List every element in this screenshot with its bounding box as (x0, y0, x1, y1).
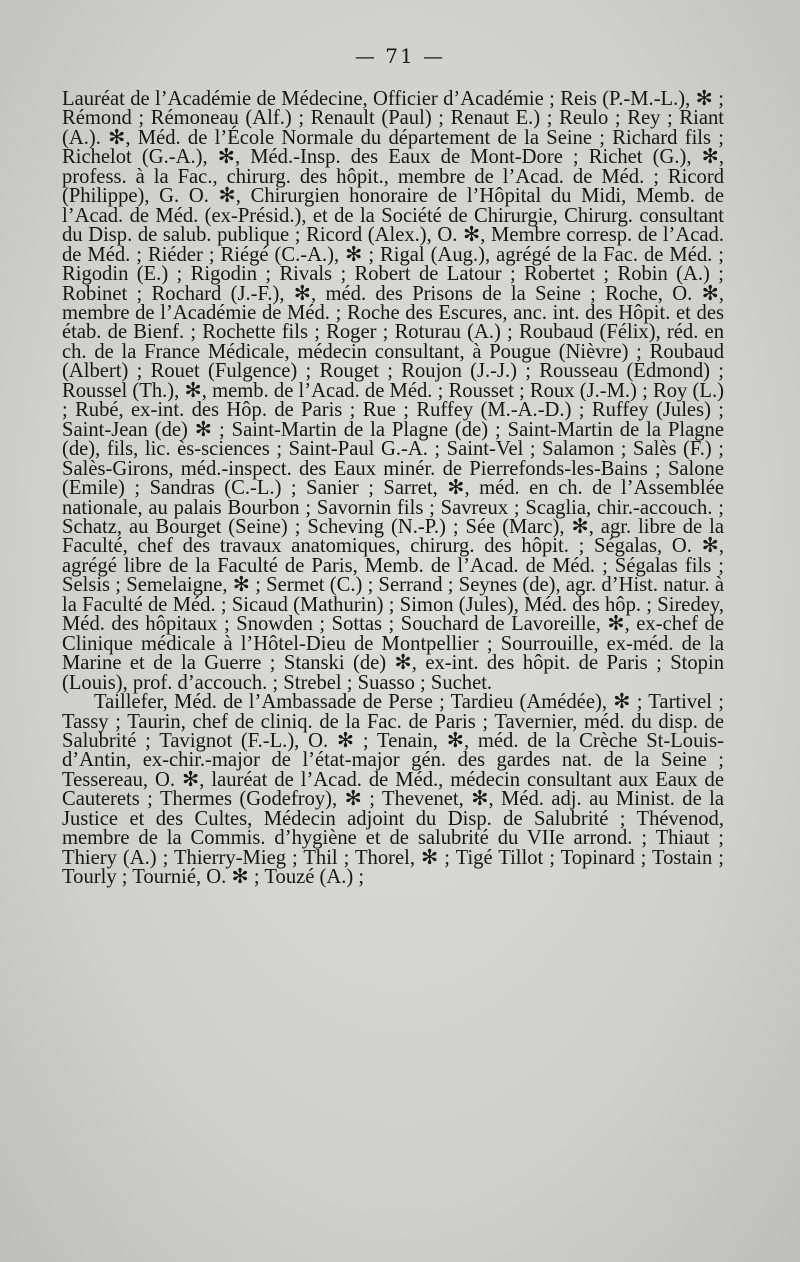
paragraph-t: Taillefer, Méd. de l’Ambassade de Perse ; Tardieu (Amédée), ✻ ; Tartivel ; Tassy ; Taurin, chef de cliniq. de la Fac. de Paris ; Tavernier, méd. du disp. de Salubrité ; Tavignot (F.-L.), O. ✻ ; Tenain, ✻, méd. de la Crèche St-Louis-d’Antin, ex-chir.-major de l’état-major gén. des gardes nat. de la Seine ; Tessereau, O. ✻, lauréat de l’Acad. de Méd., médecin consultant aux Eaux de Cauterets ; Thermes (Godefroy), ✻ ; Thevenet, ✻, Méd. adj. au Minist. de la Justice et des Cultes, Médecin adjoint du Disp. de Salubrité ; Thévenod, membre de la Commis. d’hygiène et de salubrité du VIIe arrond. ; Thiaut ; Thiery (A.) ; Thierry-Mieg ; Thil ; Thorel, ✻ ; Tigé Tillot ; Topinard ; Tostain ; Tourly ; Tournié, O. ✻ ; Touzé (A.) ; (62, 691, 724, 889)
paragraph-r-s: Lauréat de l’Académie de Médecine, Officier d’Académie ; Reis (P.-M.-L.), ✻ ; Rémond ; Rémoneau (Alf.) ; Renault (Paul) ; Renaut E.) ; Reulo ; Rey ; Riant (A.). ✻, Méd. de l’École Normale du département de la Seine ; Richard fils ; Richelot (G.-A.), ✻, Méd.-Insp. des Eaux de Mont-Dore ; Richet (G.), ✻, profess. à la Fac., chirurg. des hôpit., membre de l’Acad. de Méd. ; Ricord (Philippe), G. O. ✻, Chirurgien honoraire de l’Hôpital du Midi, Memb. de l’Acad. de Méd. (ex-Présid.), et de la Société de Chirurgie, Chirurg. consultant du Disp. de salub. publique ; Ricord (Alex.), O. ✻, Membre corresp. de l’Acad. de Méd. ; Riéder ; Riégé (C.-A.), ✻ ; Rigal (Aug.), agrégé de la Fac. de Méd. ; Rigodin (E.) ; Rigodin ; Rivals ; Robert de Latour ; Robertet ; Robin (A.) ; Robinet ; Rochard (J.-F.), ✻, méd. des Prisons de la Seine ; Roche, O. ✻, membre de l’Académie de Méd. ; Roche des Escures, anc. int. des Hôpit. et des étab. de Bienf. ; Rochette fils ; Roger ; Roturau (A.) ; Roubaud (Félix), réd. en ch. de la France Médicale, médecin consultant, à Pougue (Nièvre) ; Roubaud (Albert) ; Rouet (Fulgence) ; Rouget ; Roujon (J.-J.) ; Rousseau (Edmond) ; Roussel (Th.), ✻, memb. de l’Acad. de Méd. ; Rousset ; Roux (J.-M.) ; Roy (L.) ; Rubé, ex-int. des Hôp. de Paris ; Rue ; Ruffey (M.-A.-D.) ; Ruffey (Jules) ; Saint-Jean (de) ✻ ; Saint-Martin de la Plagne (de) ; Saint-Martin de la Plagne (de), fils, lic. ès-sciences ; Saint-Paul G.-A. ; Saint-Vel ; Salamon ; Salès (F.) ; Salès-Girons, méd.-inspect. des Eaux minér. de Pierrefonds-les-Bains ; Salone (Emile) ; Sandras (C.-L.) ; Sanier ; Sarret, ✻, méd. en ch. de l’Assemblée nationale, au palais Bourbon ; Savornin fils ; Savreux ; Scaglia, chir.-accouch. ; Schatz, au Bourget (Seine) ; Scheving (N.-P.) ; Sée (Marc), ✻, agr. libre de la Faculté, chef des travaux anatomiques, chirurg. des hôpit. ; Ségalas, O. ✻, agrégé libre de la Faculté de Paris, Memb. de l’Acad. de Méd. ; Ségalas fils ; Selsis ; Semelaigne, ✻ ; Sermet (C.) ; Serrand ; Seynes (de), agr. d’Hist. natur. à la Faculté de Méd. ; Sicaud (Mathurin) ; Simon (Jules), Méd. des hôp. ; Siredey, Méd. des hôpitaux ; Snowden ; Sottas ; Souchard de Lavoreille, ✻, ex-chef de Clinique médicale à l’Hôtel-Dieu de Montpellier ; Sourrouille, ex-méd. de la Marine et de la Guerre ; Stanski (de) ✻, ex-int. des hôpit. de Paris ; Stopin (Louis), prof. d’accouch. ; Strebel ; Suasso ; Suchet. (62, 88, 724, 694)
page-number: — 71 — (354, 44, 446, 68)
body-text (62, 90, 724, 888)
